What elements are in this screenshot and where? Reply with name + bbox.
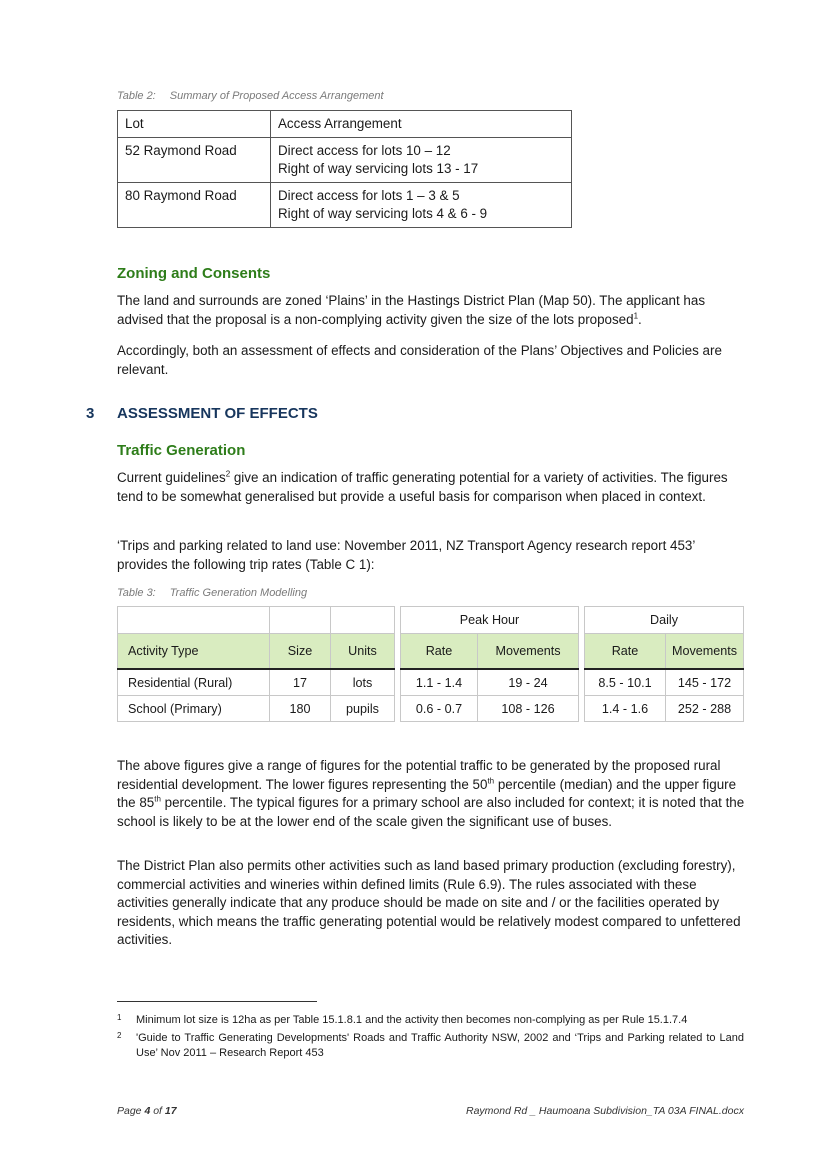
analysis-text: percentile. The typical figures for a primary school are also included for context; it is noted that the school is likely to be at the lower end of the scale given the significant use of buses. bbox=[117, 795, 745, 829]
table-header-row bbox=[118, 111, 572, 138]
table-cell: Residential (Rural) bbox=[118, 669, 270, 696]
footnote-1 bbox=[117, 1013, 744, 1028]
analysis-paragraph-1 bbox=[117, 757, 747, 831]
table2-caption-num: Table 2: bbox=[117, 90, 156, 102]
table3-caption-num: Table 3: bbox=[117, 587, 156, 599]
table-cell: pupils bbox=[331, 696, 395, 722]
table-row bbox=[118, 183, 572, 228]
analysis-text: percentile (median) and the upper figure the 85 bbox=[117, 776, 737, 811]
zoning-p1-end: . bbox=[638, 311, 642, 327]
group-header-daily: Daily bbox=[585, 607, 744, 634]
table-cell-lot: 80 Raymond Road bbox=[118, 183, 271, 228]
zoning-p1-text: The land and surrounds are zoned ‘Plains’ in the Hastings District Plan (Map 50). The applicant has advised that the proposal is a non-complying activity given the size of the lots proposed bbox=[117, 293, 706, 327]
table-header-cell: Movements bbox=[666, 634, 744, 670]
table-row bbox=[118, 138, 572, 183]
table-cell: 108 - 126 bbox=[478, 696, 579, 722]
group-header-peak: Peak Hour bbox=[401, 607, 579, 634]
table-cell-lot: 52 Raymond Road bbox=[118, 138, 271, 183]
section-number: 3 bbox=[86, 405, 95, 422]
footnote-text: 'Guide to Traffic Generating Developments' Roads and Traffic Authority NSW, 2002 and ‘Trips and Parking related to Land Use’ Nov 2011 – Research Report 453 bbox=[136, 1032, 744, 1059]
table-header-cell: Size bbox=[270, 634, 331, 670]
current-page: 4 bbox=[144, 1105, 151, 1117]
access-line: Right of way servicing lots 4 & 6 - 9 bbox=[278, 206, 488, 221]
table-header-cell: Movements bbox=[478, 634, 579, 670]
table3-caption-title: Traffic Generation Modelling bbox=[169, 587, 308, 599]
table-row bbox=[118, 669, 744, 696]
page-number bbox=[117, 1105, 177, 1117]
table-cell: 19 - 24 bbox=[478, 669, 579, 696]
analysis-text: The above figures give a range of figures for the potential traffic to be generated by the proposed rural residential development. The lower figures representing the 50 bbox=[117, 758, 721, 792]
access-line: Direct access for lots 1 – 3 & 5 bbox=[278, 188, 460, 203]
table-cell: 145 - 172 bbox=[666, 669, 744, 696]
document-filename: Raymond Rd _ Haumoana Subdivision_TA 03A FINAL.docx bbox=[465, 1105, 744, 1117]
page-prefix: Page bbox=[117, 1105, 145, 1117]
zoning-paragraph-1 bbox=[117, 292, 747, 329]
footnote-number: 2 bbox=[117, 1031, 122, 1040]
table-cell: 252 - 288 bbox=[666, 696, 744, 722]
table-header-cell: Activity Type bbox=[118, 634, 270, 670]
table-group-row bbox=[118, 607, 744, 634]
blank-cell bbox=[118, 607, 270, 634]
table-header-cell: Units bbox=[331, 634, 395, 670]
total-pages: 17 bbox=[164, 1105, 177, 1117]
traffic-p1-text: Current guidelines bbox=[117, 470, 226, 485]
table-row bbox=[118, 696, 744, 722]
traffic-heading: Traffic Generation bbox=[117, 442, 246, 459]
table2-caption-title: Summary of Proposed Access Arrangement bbox=[169, 90, 384, 102]
access-arrangement-table bbox=[117, 110, 572, 228]
traffic-paragraph-2: ‘Trips and parking related to land use: November 2011, NZ Transport Agency research report 453’ provides the following trip rates (Table C 1): bbox=[117, 538, 695, 572]
traffic-generation-table bbox=[117, 606, 744, 722]
footnote-2 bbox=[117, 1031, 744, 1061]
table-cell: 0.6 - 0.7 bbox=[401, 696, 478, 722]
footnote-ref: 1 bbox=[633, 311, 639, 321]
table-cell-access bbox=[271, 183, 572, 228]
section-title: ASSESSMENT OF EFFECTS bbox=[117, 405, 318, 422]
table3-caption bbox=[117, 587, 307, 599]
table-cell: lots bbox=[331, 669, 395, 696]
table-cell: 8.5 - 10.1 bbox=[585, 669, 666, 696]
table-cell: School (Primary) bbox=[118, 696, 270, 722]
blank-cell bbox=[270, 607, 331, 634]
table2-caption bbox=[117, 90, 384, 102]
table-cell: 1.4 - 1.6 bbox=[585, 696, 666, 722]
table-cell: 1.1 - 1.4 bbox=[401, 669, 478, 696]
table-header-row bbox=[118, 634, 744, 670]
access-line: Right of way servicing lots 13 - 17 bbox=[278, 161, 479, 176]
table-header-cell: Rate bbox=[585, 634, 666, 670]
footnote-number: 1 bbox=[117, 1013, 122, 1022]
footnote-divider bbox=[117, 1001, 317, 1002]
analysis-paragraph-2: The District Plan also permits other activities such as land based primary production (excluding forestry), commercial activities and wineries within defined limits (Rule 6.9). The rules associated with these activities generally indicate that any produce should be made on site and / or the facilities operated by residents, which means the traffic generating potential would be relatively modest compared to unfettered activities. bbox=[117, 858, 741, 948]
access-line: Direct access for lots 10 – 12 bbox=[278, 143, 451, 158]
zoning-paragraph-2: Accordingly, both an assessment of effects and consideration of the Plans’ Objectives and Policies are relevant. bbox=[117, 343, 722, 377]
footnote-text: Minimum lot size is 12ha as per Table 15.1.8.1 and the activity then becomes non-complying as per Rule 15.1.7.4 bbox=[136, 1014, 688, 1026]
table-cell: 180 bbox=[270, 696, 331, 722]
table-header-cell: Access Arrangement bbox=[271, 111, 572, 138]
ordinal-suffix: th bbox=[154, 794, 161, 804]
table-header-cell: Lot bbox=[118, 111, 271, 138]
table-header-cell: Rate bbox=[401, 634, 478, 670]
table-cell-access bbox=[271, 138, 572, 183]
footnote-ref: 2 bbox=[225, 469, 231, 479]
traffic-p1-text: give an indication of traffic generating potential for a variety of activities. The figures tend to be somewhat generalised but provide a useful basis for comparison when placed in context. bbox=[117, 470, 728, 504]
blank-cell bbox=[331, 607, 395, 634]
traffic-paragraph-1 bbox=[117, 469, 747, 506]
ordinal-suffix: th bbox=[487, 776, 495, 786]
page-of: of bbox=[150, 1105, 165, 1117]
zoning-heading: Zoning and Consents bbox=[117, 265, 271, 282]
table-cell: 17 bbox=[270, 669, 331, 696]
